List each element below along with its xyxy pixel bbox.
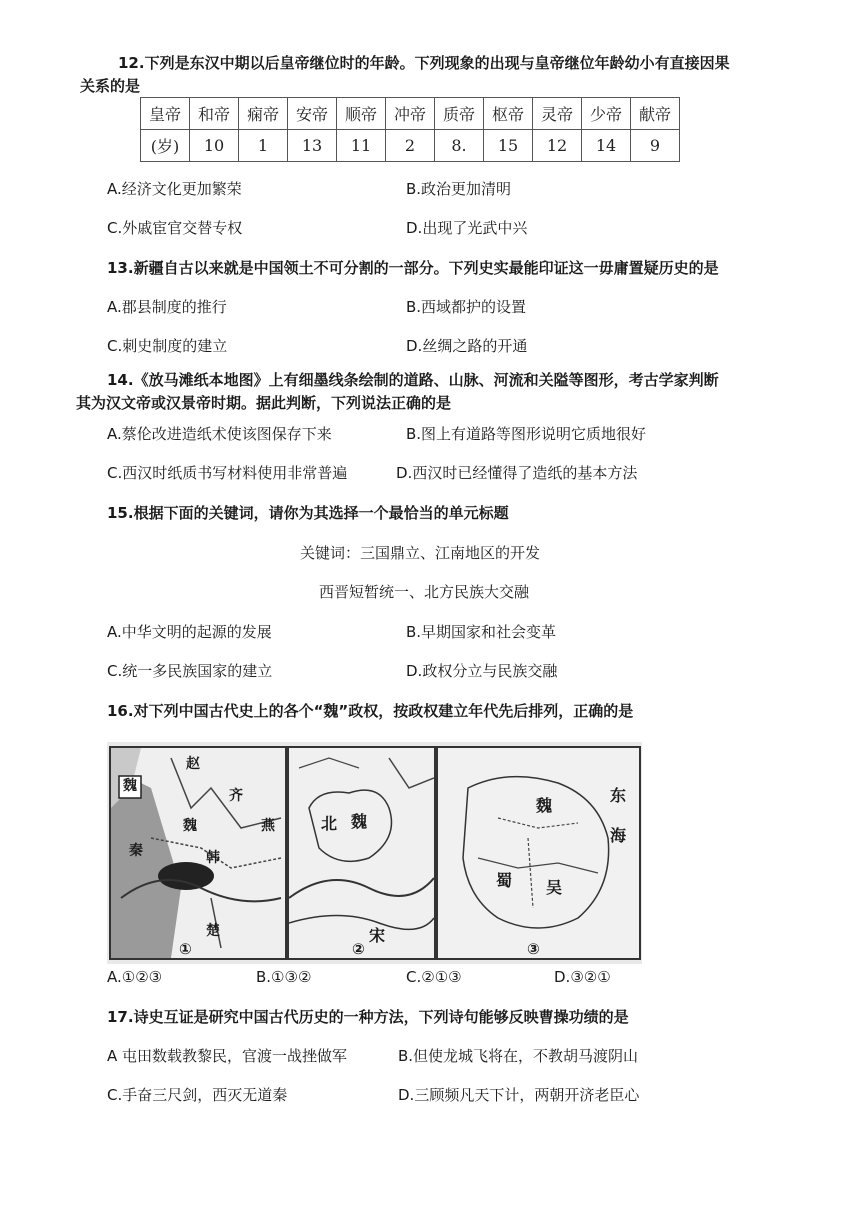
q16-option-a: A.①②③ <box>107 968 163 986</box>
table-cell: 少帝 <box>582 98 631 130</box>
table-cell: 11 <box>337 130 386 162</box>
map-3 <box>436 746 641 960</box>
q12-stem-line1: 12.下列是东汉中期以后皇帝继位时的年龄。下列现象的出现与皇帝继位年龄幼小有直接因果 <box>118 54 730 72</box>
q16-option-b: B.①③② <box>256 968 312 986</box>
q14-stem-line2: 其为汉文帝或汉景帝时期。据此判断，下列说法正确的是 <box>76 394 452 412</box>
q15-keywords-line2: 西晋短暂统一、北方民族大交融 <box>319 583 530 601</box>
table-cell: 2 <box>386 130 435 162</box>
q16-option-c: C.②①③ <box>406 968 462 986</box>
map1-label: 赵 <box>186 756 200 772</box>
map3-label: 蜀 <box>496 871 513 890</box>
table-cell: 10 <box>190 130 239 162</box>
q14-option-d: D.西汉时已经懂得了造纸的基本方法 <box>396 464 638 482</box>
q15-option-b: B.早期国家和社会变革 <box>406 623 557 641</box>
map-number-3: ③ <box>527 940 540 958</box>
map-number-1: ① <box>179 940 192 958</box>
q14-stem-line1: 14.《放马滩纸本地图》上有细墨线条绘制的道路、山脉、河流和关隘等图形，考古学家判断 <box>107 371 719 389</box>
q12-stem-line2: 关系的是 <box>80 77 141 95</box>
map-3-drawing <box>438 748 639 958</box>
table-row-emperors <box>141 98 680 130</box>
map1-label: 齐 <box>229 788 243 804</box>
q13-option-c: C.刺史制度的建立 <box>107 337 228 355</box>
q13-option-b: B.西域都护的设置 <box>406 298 527 316</box>
q15-option-d: D.政权分立与民族交融 <box>406 662 558 680</box>
q17-option-d: D.三顾频凡天下计，两朝开济老臣心 <box>398 1086 640 1104</box>
q16-stem: 16.对下列中国古代史上的各个“魏”政权，按政权建立年代先后排列，正确的是 <box>107 702 634 720</box>
table-cell: (岁) <box>141 130 190 162</box>
table-row-ages <box>141 130 680 162</box>
map1-label: 魏 <box>123 778 137 794</box>
map1-label: 秦 <box>129 843 143 859</box>
table-cell: 冲帝 <box>386 98 435 130</box>
q12-option-c: C.外戚宦官交替专权 <box>107 219 243 237</box>
emperor-age-table <box>140 97 680 162</box>
q15-keywords-line1: 关键词：三国鼎立、江南地区的开发 <box>300 544 541 562</box>
q15-stem: 15.根据下面的关键词，请你为其选择一个最恰当的单元标题 <box>107 504 509 522</box>
q13-option-d: D.丝绸之路的开通 <box>406 337 528 355</box>
table-cell: 9 <box>631 130 680 162</box>
q14-option-a: A.蔡伦改进造纸术使该图保存下来 <box>107 425 332 443</box>
table-cell: 12 <box>533 130 582 162</box>
map2-label: 魏 <box>351 812 368 831</box>
table-cell: 顺帝 <box>337 98 386 130</box>
q15-option-a: A.中华文明的起源的发展 <box>107 623 272 641</box>
q17-option-b: B.但使龙城飞将在，不教胡马渡阴山 <box>398 1047 639 1065</box>
table-cell: 质帝 <box>435 98 484 130</box>
map3-label: 海 <box>610 826 627 845</box>
q17-option-c: C.手奋三尺剑，西灭无道秦 <box>107 1086 288 1104</box>
table-cell: 献帝 <box>631 98 680 130</box>
map1-label: 燕 <box>261 818 275 834</box>
map3-label: 魏 <box>536 796 553 815</box>
table-cell: 灵帝 <box>533 98 582 130</box>
q17-option-a: A 屯田数载教黎民，官渡一战挫做军 <box>107 1047 348 1065</box>
map1-label: 楚 <box>206 923 220 939</box>
q17-stem: 17.诗史互证是研究中国古代历史的一种方法，下列诗句能够反映曹操功绩的是 <box>107 1008 629 1026</box>
map2-label: 宋 <box>369 926 386 945</box>
q13-stem: 13.新疆自古以来就是中国领土不可分割的一部分。下列史实最能印证这一毋庸置疑历史的是 <box>107 259 719 277</box>
table-cell: 15 <box>484 130 533 162</box>
table-cell: 安帝 <box>288 98 337 130</box>
q12-option-b: B.政治更加清明 <box>406 180 512 198</box>
map3-label: 东 <box>610 786 627 805</box>
q12-option-d: D.出现了光武中兴 <box>406 219 528 237</box>
table-cell: 和帝 <box>190 98 239 130</box>
table-cell: 皇帝 <box>141 98 190 130</box>
table-cell: 13 <box>288 130 337 162</box>
map-number-2: ② <box>352 940 365 958</box>
map2-label: 北 <box>321 814 338 833</box>
q12-option-a: A.经济文化更加繁荣 <box>107 180 242 198</box>
map-1 <box>109 746 287 960</box>
q15-option-c: C.统一多民族国家的建立 <box>107 662 273 680</box>
table-cell: 枢帝 <box>484 98 533 130</box>
table-cell: 痫帝 <box>239 98 288 130</box>
map1-label: 韩 <box>206 850 220 866</box>
table-cell: 1 <box>239 130 288 162</box>
table-cell: 14 <box>582 130 631 162</box>
q14-option-b: B.图上有道路等图形说明它质地很好 <box>406 425 647 443</box>
wei-maps-figure <box>107 742 642 964</box>
map1-label: 魏 <box>183 818 197 834</box>
q13-option-a: A.郡县制度的推行 <box>107 298 227 316</box>
q14-option-c: C.西汉时纸质书写材料使用非常普遍 <box>107 464 348 482</box>
q16-option-d: D.③②① <box>554 968 611 986</box>
map-2 <box>287 746 436 960</box>
map3-label: 吴 <box>546 878 563 897</box>
table-cell: 8. <box>435 130 484 162</box>
map-2-drawing <box>289 748 434 958</box>
